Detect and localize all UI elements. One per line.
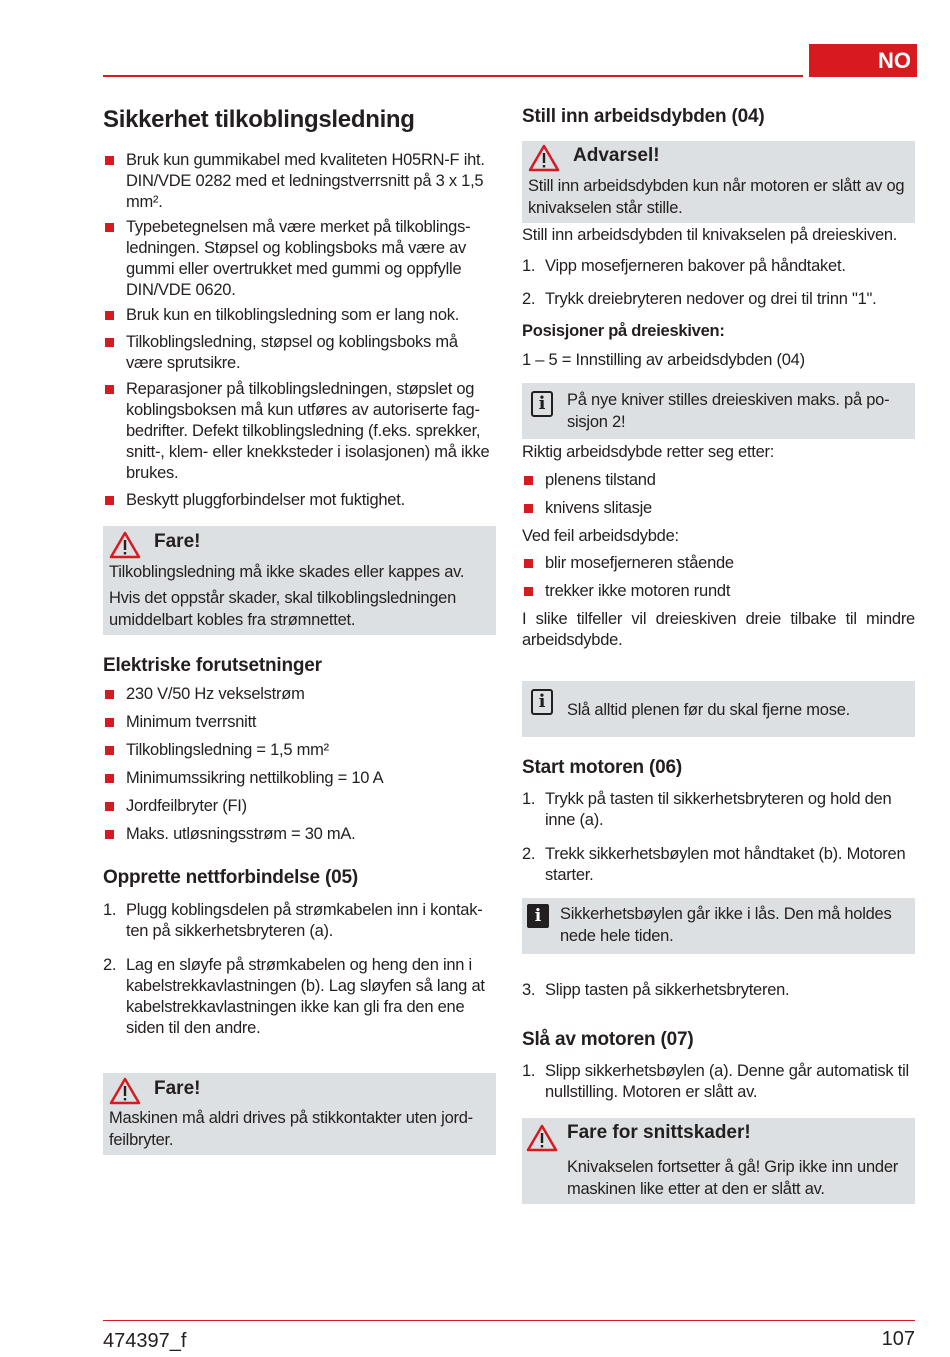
info-icon: i [527, 904, 549, 928]
list-item: blir mosefjerneren stående [522, 553, 915, 574]
warning-title: Advarsel! [573, 145, 660, 166]
info-box [522, 383, 915, 439]
list-item: 2. Lag en sløyfe på strømkabelen og heng den inn i kabelstrekkavlastningen (b). Lag sløyfen så lang at kabelstrekkavlastningen ikke kan gli fra den ene siden til den andre. [103, 956, 485, 1037]
danger-text: Hvis det oppstår skader, skal tilkoblingsledningen umiddelbart kobles fra strømnettet. [109, 589, 457, 629]
list-item: Jordfeilbryter (FI) [103, 796, 496, 817]
info-text: Slå alltid plenen før du skal fjerne mose. [567, 701, 850, 719]
section-title-mains-connection: Opprette nettforbindelse (05) [103, 867, 358, 888]
info-text: På nye kniver stilles dreieskiven maks. på posisjon 2! [567, 391, 890, 431]
danger-box [103, 1073, 496, 1155]
list-item: Minimum tverrsnitt [103, 712, 496, 733]
list-item: Maks. utløsningsstrøm = 30 mA. [103, 824, 496, 845]
list-item: Reparasjoner på tilkoblingsledningen, støpslet og koblingsboksen må kun utføres av autoriserte fagbedrifter. Defekt tilkoblingsledning (f.eks. sprekker, snitt-, klem- eller knekksteder i isolasjonen) må ikke brukes. [103, 379, 496, 484]
section-title-cable-safety: Sikkerhet tilkoblingsledning [103, 106, 415, 133]
list-item: Typebetegnelsen må være merket på tilkoblingsledningen. Støpsel og koblingsboks må være av gummi eller overtrukket med gummi og oppfylle DIN/VDE 0620. [103, 217, 496, 301]
danger-title: Fare! [154, 1078, 201, 1099]
paragraph: 1 – 5 = Innstilling av arbeidsdybden (04) [522, 351, 805, 369]
danger-text: Knivakselen fortsetter å gå! Grip ikke inn under maskinen like etter at den er slått av. [567, 1158, 899, 1198]
paragraph: Ved feil arbeidsdybde: [522, 527, 679, 545]
list-item: 1. Vipp mosefjerneren bakover på håndtaket. [522, 257, 846, 275]
page-number: 107 [881, 1328, 915, 1350]
info-box [522, 681, 915, 737]
danger-title: Fare for snittskader! [567, 1122, 751, 1143]
section-title-stop-motor: Slå av motoren (07) [522, 1029, 694, 1050]
warning-box [522, 141, 915, 223]
danger-title: Fare! [154, 531, 201, 552]
section-title-electrical: Elektriske forutsetninger [103, 655, 322, 676]
info-text: Sikkerhetsbøylen går ikke i lås. Den må holdes nede hele tiden. [560, 905, 892, 945]
document-code: 474397_f [103, 1330, 187, 1352]
info-box [522, 898, 915, 954]
list-item: plenens tilstand [522, 470, 915, 491]
warning-triangle-icon [528, 144, 560, 172]
start-motor-steps [522, 789, 915, 886]
list-item: Bruk kun gummikabel med kvaliteten H05RN-F iht. DIN/VDE 0282 med et ledningstverrsnitt på 3 x 1,5 mm². [103, 150, 496, 213]
paragraph: Still inn arbeidsdybden til knivakselen på dreieskiven. [522, 226, 898, 244]
list-item: 2. Trykk dreiebryteren nedover og drei til trinn "1". [522, 290, 877, 308]
language-tab: NO [809, 44, 917, 77]
list-item: Tilkoblingsledning, støpsel og koblingsboks må være sprutsikre. [103, 332, 496, 374]
danger-text: Maskinen må aldri drives på stikkontakter uten jordfeilbryter. [109, 1109, 474, 1149]
working-depth-steps [522, 256, 915, 310]
header-rule [103, 75, 803, 77]
warning-triangle-icon [526, 1124, 558, 1152]
footer-rule [103, 1320, 915, 1321]
depends-list [522, 470, 915, 519]
section-title-start-motor: Start motoren (06) [522, 757, 683, 778]
wrong-depth-list [522, 553, 915, 602]
list-item: 2. Trekk sikkerhetsbøylen mot håndtaket (b). Motoren starter. [522, 845, 906, 884]
stop-motor-steps [522, 1061, 915, 1103]
list-item: 1. Slipp sikkerhetsbøylen (a). Denne går automatisk til nullstilling. Motoren er slått av. [522, 1062, 909, 1101]
list-item: 1. Plugg koblingsdelen på strømkabelen inn i kontakten på sikkerhetsbryteren (a). [103, 901, 483, 940]
paragraph: Riktig arbeidsdybde retter seg etter: [522, 443, 775, 461]
list-item: trekker ikke motoren rundt [522, 581, 915, 602]
cable-safety-list [103, 150, 496, 511]
electrical-list [103, 684, 496, 845]
warning-triangle-icon [109, 531, 141, 559]
list-item: Tilkoblingsledning = 1,5 mm² [103, 740, 496, 761]
list-item: Beskytt pluggforbindelser mot fuktighet. [103, 490, 496, 511]
info-icon: i [531, 689, 553, 715]
start-motor-step-3 [522, 980, 915, 1001]
section-title-working-depth: Still inn arbeidsdybden (04) [522, 106, 765, 127]
cut-danger-box [522, 1118, 915, 1204]
warning-text: Still inn arbeidsdybden kun når motoren er slått av og knivakselen står stille. [528, 177, 905, 217]
list-item: Bruk kun en tilkoblingsledning som er lang nok. [103, 305, 496, 326]
info-icon: i [531, 391, 553, 417]
list-item: knivens slitasje [522, 498, 915, 519]
list-item: Minimumssikring nettilkobling = 10 A [103, 768, 496, 789]
warning-triangle-icon [109, 1077, 141, 1105]
danger-text: Tilkoblingsledning må ikke skades eller kappes av. [109, 563, 465, 581]
list-item: 1. Trykk på tasten til sikkerhetsbryteren og hold den inne (a). [522, 790, 892, 829]
list-item: 230 V/50 Hz vekselstrøm [103, 684, 496, 705]
mains-connection-steps [103, 900, 496, 1039]
paragraph: I slike tilfeller vil dreieskiven dreie tilbake til mindre arbeidsdybde. [522, 610, 915, 649]
danger-box [103, 526, 496, 635]
subheading-positions: Posisjoner på dreieskiven: [522, 322, 725, 340]
list-item: 3. Slipp tasten på sikkerhetsbryteren. [522, 981, 790, 999]
